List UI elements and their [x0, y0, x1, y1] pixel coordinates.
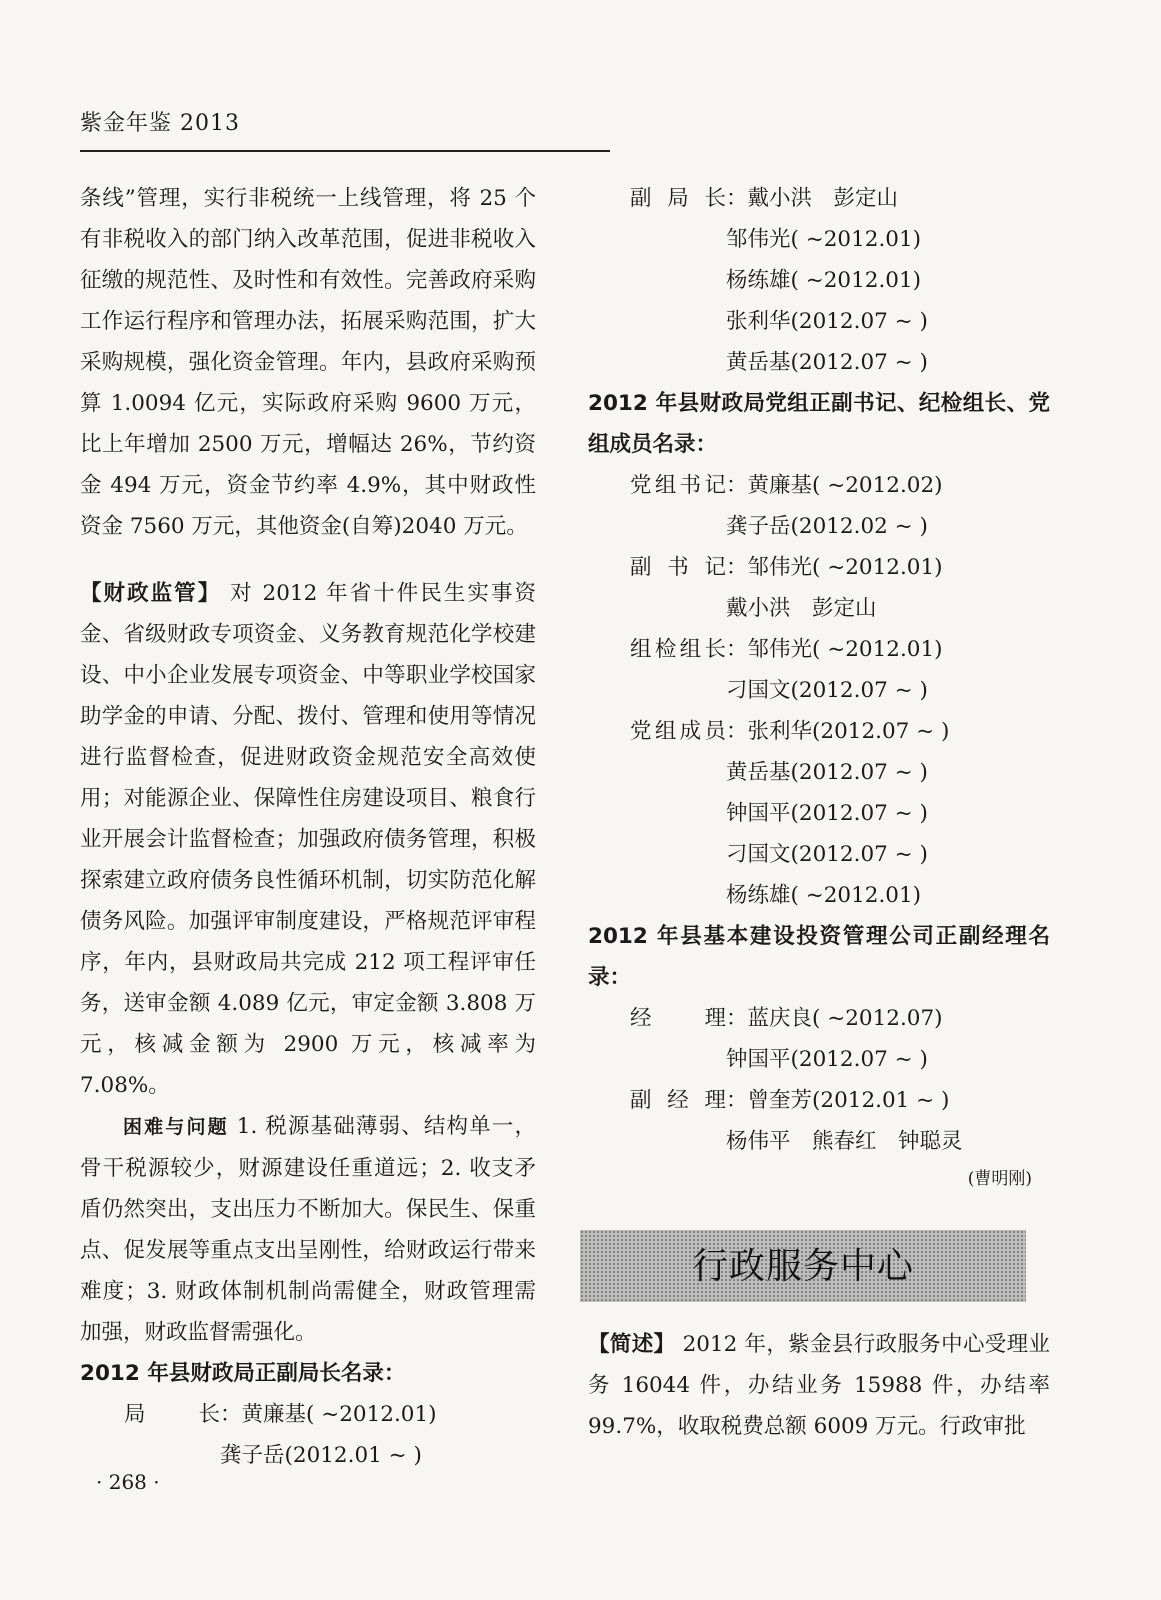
list-name: 黄岳基(2012.07 ~ ) [726, 350, 928, 375]
list-name: 戴小洪 彭定山 [747, 186, 899, 211]
list-item [588, 506, 1050, 547]
list-item: 组检组长 ： 邹伟光( ~2012.01) [588, 629, 1050, 670]
paragraph-procurement: 条线”管理，实行非税统一上线管理，将 25 个有非税收入的部门纳入改革范围，促进非税收入征缴的规范性、及时性和有效性。完善政府采购工作运行程序和管理办法，拓展采购范围，扩大采购规模，强化资金管理。年内，县政府采购预算 1.0094 亿元，实际政府采购 9600 万元，比上年增加 2500 万元，增幅达 26%，节约资金 494 万元，资金节约率 4.9%，其中财政性资金 7560 万元，其他资金(自筹)2040 万元。 [80, 186, 536, 539]
right-column [588, 178, 1050, 1447]
list-name: 曾奎芳(2012.01 ~ ) [747, 1088, 950, 1113]
list-name: 张利华(2012.07 ~ ) [726, 309, 928, 334]
list-item: 局长 ： 黄廉基( ~2012.01) [80, 1394, 536, 1435]
list-item [588, 793, 1050, 834]
list-title-director: 2012 年县财政局正副局长名录： [80, 1361, 406, 1386]
list-name: 戴小洪 彭定山 [726, 596, 877, 621]
list-name: 蓝庆良( ~2012.07) [747, 1006, 943, 1031]
list-name: 钟国平(2012.07 ~ ) [726, 801, 928, 826]
list-name: 邹伟光( ~2012.01) [726, 227, 922, 252]
page-number: · 268 · [96, 1470, 160, 1494]
list-name: 黄廉基( ~2012.01) [241, 1402, 437, 1427]
list-name: 刁国文(2012.07 ~ ) [726, 842, 928, 867]
list-item: 党组成员 ： 张利华(2012.07 ~ ) [588, 711, 1050, 752]
list-item: 经理 ： 蓝庆良( ~2012.07) [588, 998, 1050, 1039]
list-name: 黄廉基( ~2012.02) [747, 473, 943, 498]
list-item: 党组书记 ： 黄廉基( ~2012.02) [588, 465, 1050, 506]
list-title-investment-company: 2012 年县基本建设投资管理公司正副经理名录： [588, 924, 1050, 990]
paragraph-summary [588, 1324, 1050, 1447]
list-item: 副书记 ： 邹伟光( ~2012.01) [588, 547, 1050, 588]
list-name: 刁国文(2012.07 ~ ) [726, 678, 928, 703]
list-role: 局长 [124, 1402, 220, 1427]
list-role: 党组成员 [630, 719, 726, 744]
list-item [588, 588, 1050, 629]
section-keyword-summary: 【简述】 [588, 1332, 676, 1357]
list-role: 组检组长 [630, 637, 726, 662]
list-item [588, 1121, 1050, 1162]
author-signature: (曹明刚) [967, 1169, 1032, 1189]
list-role: 副书记 [630, 555, 726, 580]
paragraph-difficulties [80, 1106, 536, 1353]
list-name: 龚子岳(2012.02 ~ ) [726, 514, 928, 539]
list-item [588, 752, 1050, 793]
paragraph-fiscal-supervision [80, 573, 536, 1106]
list-item [588, 219, 1050, 260]
section-banner-title: 行政服务中心 [691, 1245, 914, 1287]
list-name: 黄岳基(2012.07 ~ ) [726, 760, 928, 785]
list-name: 张利华(2012.07 ~ ) [747, 719, 950, 744]
list-name: 杨练雄( ~2012.01) [726, 268, 922, 293]
section-banner [580, 1230, 1026, 1302]
list-item [588, 875, 1050, 916]
list-item [588, 260, 1050, 301]
list-name: 邹伟光( ~2012.01) [747, 555, 943, 580]
paragraph-difficulties-text: 1. 税源基础薄弱、结构单一，骨干税源较少，财源建设任重道远；2. 收支矛盾仍然突出，支出压力不断加大。保民生、保重点、促发展等重点支出呈刚性，给财政运行带来难度；3. 财政体制机制尚需健全，财政管理需加强，财政监督需强化。 [80, 1114, 536, 1345]
section-keyword-fiscal-supervision: 【财政监管】 [80, 581, 222, 606]
list-role: 党组书记 [630, 473, 726, 498]
list-name: 杨练雄( ~2012.01) [726, 883, 922, 908]
list-item [588, 834, 1050, 875]
list-role: 经理 [630, 1006, 726, 1031]
left-column [80, 178, 536, 1476]
list-item: 副经理 ： 曾奎芳(2012.01 ~ ) [588, 1080, 1050, 1121]
list-item: 副局长 ： 戴小洪 彭定山 [588, 178, 1050, 219]
running-header: 紫金年鉴 2013 [80, 111, 240, 136]
list-name: 邹伟光( ~2012.01) [747, 637, 943, 662]
list-item [588, 301, 1050, 342]
header-rule [80, 150, 610, 152]
list-item [588, 670, 1050, 711]
list-name: 龚子岳(2012.01 ~ ) [220, 1443, 422, 1468]
list-name: 杨伟平 熊春红 钟聪灵 [726, 1129, 963, 1154]
list-name: 钟国平(2012.07 ~ ) [726, 1047, 928, 1072]
list-role: 副经理 [630, 1088, 726, 1113]
section-keyword-difficulties: 困难与问题 [123, 1116, 229, 1138]
list-item [588, 342, 1050, 383]
list-role: 副局长 [630, 186, 726, 211]
paragraph-fiscal-supervision-text: 对 2012 年省十件民生实事资金、省级财政专项资金、义务教育规范化学校建设、中小企业发展专项资金、中等职业学校国家助学金的申请、分配、拨付、管理和使用等情况进行监督检查，促进财政资金规范安全高效使用；对能源企业、保障性住房建设项目、粮食行业开展会计监督检查；加强政府债务管理，积极探索建立政府债务良性循环机制，切实防范化解债务风险。加强评审制度建设，严格规范评审程序，年内，县财政局共完成 212 项工程评审任务，送审金额 4.089 亿元，审定金额 3.808 万元，核减金额为 2900 万元，核减率为 7.08%。 [80, 581, 536, 1098]
list-item [588, 1039, 1050, 1080]
paragraph-summary-text: 2012 年，紫金县行政服务中心受理业务 16044 件，办结业务 15988 件，办结率 99.7%，收取税费总额 6009 万元。行政审批 [588, 1332, 1050, 1439]
list-title-party-group: 2012 年县财政局党组正副书记、纪检组长、党组成员名录： [588, 391, 1050, 457]
